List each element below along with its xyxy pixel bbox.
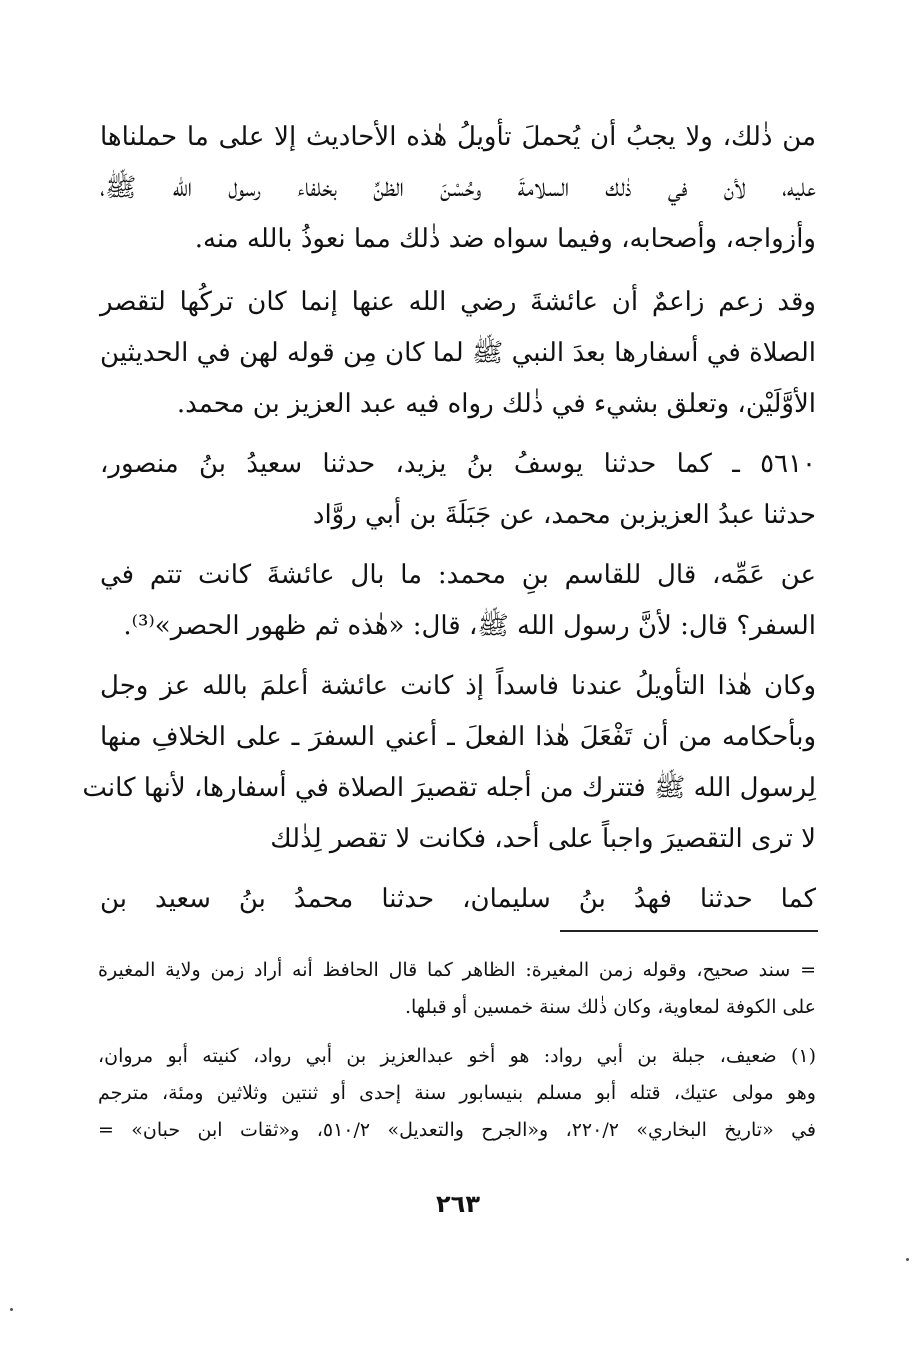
footnote-line: على الكوفة لمعاوية، وكان ذٰلك سنة خمسين أو قبلها. [404,996,816,1018]
text-line: عليه، لأن في ذٰلك السلامةَ وحُسْنَ الظنِّ بخلفاء رسول الله ﷺ، [100,173,816,203]
footnote-line: في «تاريخ البخاري» ٢٢٠/٢، و«الجرح والتعديل» ٥١٠/٢، و«ثقات ابن حبان» = [98,1119,816,1141]
footnote-line: = سند صحيح، وقوله زمن المغيرة: الظاهر كما قال الحافظ أنه أراد زمن ولاية المغيرة [98,959,816,981]
paragraph [82,661,816,865]
paragraph [100,112,816,265]
footnote-1 [98,1038,816,1149]
text-line: حدثنا عبدُ العزيزبن محمد، عن جَبَلَةَ بن أبي روَّاد [312,500,816,530]
text-line: وقد زعم زاعمٌ أن عائشةَ رضي الله عنها إنما كان تركُها لتقصر [100,287,816,317]
text-line: الأوَّلَيْن، وتعلق بشيء في ذٰلك رواه فيه عبد العزيز بن محمد. [176,389,816,419]
text-line: لِرسول الله ﷺ فتترك من أجله تقصيرَ الصلاة في أسفارها، لأنها كانت [82,773,816,803]
footnotes [98,952,816,1149]
footnote-line: (١) ضعيف، جبلة بن أبي رواد: هو أخو عبدالعزيز بن أبي رواد، كنيته أبو مروان، [98,1045,816,1067]
main-text [82,112,816,925]
text-line: وبأحكامه من أن تَفْعَلَ هٰذا الفعلَ ـ أعني السفرَ ـ على الخلافِ منها [100,722,816,752]
text-line: وأزواجه، وأصحابه، وفيما سواه ضد ذٰلك مما نعوذُ بالله منه. [194,224,816,254]
footnote-line: وهو مولى عتيك، قتله أبو مسلم بنيسابور سنة إحدى أو ثنتين وثلاثين ومئة، مترجم [98,1082,816,1104]
page-number: ٢٦٣ [436,1190,480,1218]
footnote-continuation [98,952,816,1026]
text-line: الصلاة في أسفارها بعدَ النبي ﷺ لما كان مِن قوله لهن في الحديثين [100,338,816,368]
text-line: من ذٰلك، ولا يجبُ أن يُحملَ تأويلُ هٰذه الأحاديث إلا على ما حملناها [100,122,816,152]
hadith-isnad [100,439,816,541]
scan-speck [10,1308,13,1311]
text-line: وكان هٰذا التأويلُ عندنا فاسداً إذ كانت عائشة أعلمَ بالله عز وجل [100,671,816,701]
scan-speck [906,1258,909,1261]
text-line: كما حدثنا فهدُ بنُ سليمان، حدثنا محمدُ بنُ سعيد بن [100,884,816,914]
paragraph [100,277,816,430]
text-line: ٥٦١٠ ـ كما حدثنا يوسفُ بنُ يزيد، حدثنا سعيدُ بنُ منصور، [100,449,816,479]
text-line: لا ترى التقصيرَ واجباً على أحد، فكانت لا تقصر لِذٰلك [270,824,816,854]
hadith-matn [100,550,816,652]
footnote-separator [560,930,818,932]
paragraph [100,874,816,925]
text-line: السفر؟ قال: لأنَّ رسول الله ﷺ، قال: «هٰذه ثم ظهور الحصر»⁽³⁾. [123,611,816,641]
text-line: عن عَمِّه، قال للقاسم بنِ محمد: ما بال عائشةَ كانت تتم في [100,560,816,590]
